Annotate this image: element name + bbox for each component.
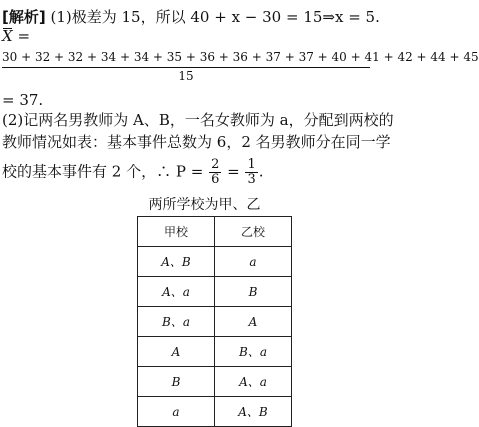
allocation-table [137,216,292,427]
part2-line-3 [2,158,264,187]
table-cell: A、B [138,247,215,277]
fraction-denominator: 6 [211,172,220,187]
mean-result: = 37. [2,91,44,109]
header-school-jia: 甲校 [138,217,215,247]
table-header-row [138,217,292,247]
mean-fraction [2,50,479,84]
fraction-two-sixths [209,158,221,187]
table-cell: A [215,307,292,337]
table-cell: B、a [215,337,292,367]
part1-line [2,8,380,26]
table-row [138,307,292,337]
table-cell: B [215,277,292,307]
part1-text: 极差为 15，所以 40 + x − 30 = 15⇒x = 5. [71,8,380,26]
table-cell: A、a [138,277,215,307]
table-row [138,247,292,277]
table-row [138,367,292,397]
table-row [138,277,292,307]
probability-prefix: 校的基本事件有 2 个，∴ P = [2,162,204,181]
table-cell: A、a [215,367,292,397]
part2-line-1: (2)记两名男教师为 A、B，一名女教师为 a，分配到两校的 [2,111,394,129]
table-cell: B [138,367,215,397]
mean-denominator: 15 [178,69,194,83]
mean-symbol: X [2,27,13,45]
table-cell: A、B [215,397,292,427]
table-row [138,337,292,367]
part2-line-2: 教师情况如表：基本事件总数为 6，2 名男教师分在同一学 [2,133,391,151]
part1-label: (1) [50,8,72,26]
fraction-denominator: 3 [247,172,256,187]
mean-line [2,27,30,45]
end-period: . [258,162,264,181]
table-caption: 两所学校为甲、乙 [148,197,261,213]
fraction-numerator: 2 [211,157,220,172]
table-row [138,397,292,427]
mean-numerator: 30 + 32 + 32 + 34 + 34 + 35 + 36 + 36 + 37 + 37 + 40 + 41 + 42 + 44 + 45 [2,50,370,68]
fraction-one-third [245,158,257,187]
equals-sign: = [227,162,240,181]
table-cell: B、a [138,307,215,337]
header-school-yi: 乙校 [215,217,292,247]
table-cell: A [138,337,215,367]
mean-equals: = [12,27,31,45]
solution-tag: [解析] [2,8,46,26]
fraction-numerator: 1 [247,157,256,172]
table-cell: a [215,247,292,277]
table-cell: a [138,397,215,427]
